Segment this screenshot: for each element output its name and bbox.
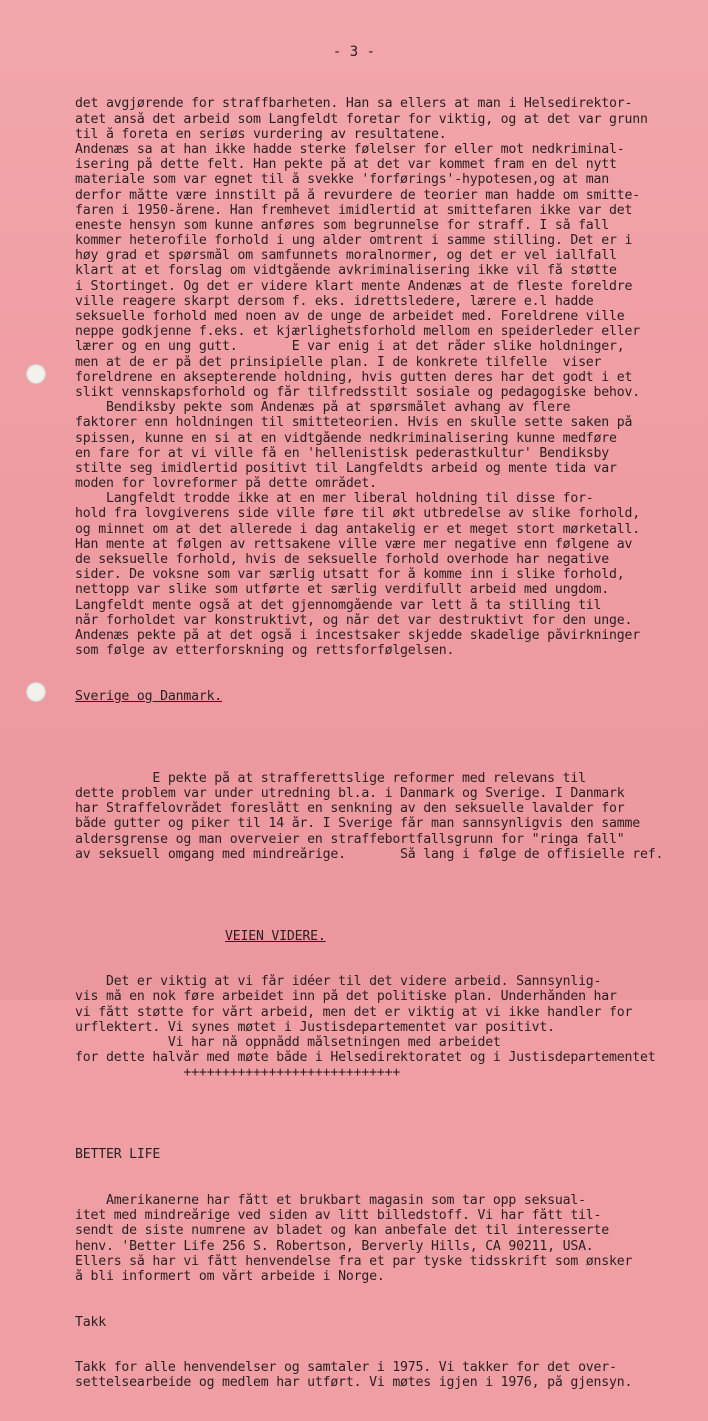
text-line: både gutter og piker til 14 år. I Sverige får man sannsynligvis den samme [75, 816, 640, 832]
text-line: som følge av etterforskning og rettsforfølgelsen. [75, 643, 455, 659]
heading-takk: Takk [75, 1314, 106, 1330]
body-text [75, 66, 705, 1421]
text-line: høy grad et spørsmål om samfunnets moralnormer, og det er vel iallfall [75, 248, 617, 264]
text-line: slikt vennskapsforhold og får tilfredsstilt sosiale og pedagogiske behov. [75, 384, 640, 400]
text-line: å bli informert om vårt arbeide i Norge. [75, 1268, 385, 1284]
text-line: Langfeldt trodde ikke at en mer liberal holdning til disse for- [75, 491, 594, 507]
text-line: til å foreta en seriøs vurdering av resultatene. [75, 126, 447, 142]
punch-hole-bottom [26, 682, 46, 702]
text-line: itet med mindreårige ved siden av litt billedstoff. Vi har fått til- [75, 1208, 602, 1224]
text-line: Ellers så har vi fått henvendelse fra et par tyske tidsskrift som ønsker [75, 1253, 633, 1269]
heading-better-life: BETTER LIFE [75, 1147, 161, 1163]
text-line: aldersgrense og man overveier en straffebortfallsgrunn for "ringa fall" [75, 831, 625, 847]
text-line: av seksuell omgang med mindreårige. Så lang i følge de offisielle ref. [75, 846, 664, 862]
sverige-paragraph [75, 771, 705, 862]
text-line: urflektert. Vi synes møtet i Justisdepartementet var positivt. [75, 1019, 555, 1035]
main-paragraphs [75, 96, 705, 658]
text-line: faren i 1950-årene. Han fremhevet imidlertid at smittefaren ikke var det [75, 202, 633, 218]
text-line: settelsearbeide og medlem har utført. Vi møtes igjen i 1976, på gjensyn. [75, 1375, 633, 1391]
punch-hole-top [26, 364, 46, 384]
heading-sverige-og-danmark: Sverige og Danmark. [75, 688, 223, 704]
text-line: atet anså det arbeid som Langfeldt foretar for viktig, og at det var grunn [75, 111, 648, 127]
text-line: de seksuelle forhold, hvis de seksuelle forhold overhode har negative [75, 552, 610, 568]
text-line: Andenæs sa at han ikke hadde sterke følelser for eller mot nedkriminal- [75, 141, 625, 157]
text-line: når forholdet var konstruktivt, og når det var destruktivt for den unge. [75, 612, 633, 628]
takk-paragraph [75, 1360, 705, 1390]
text-line: ville reagere skarpt dersom f. eks. idrettsledere, lærere e.l hadde [75, 293, 594, 309]
text-line: vis må en nok føre arbeidet inn på det politiske plan. Underhånden har [75, 989, 617, 1005]
text-line: har Straffelovrådet foreslått en senkning av den seksuelle lavalder for [75, 801, 625, 817]
text-line: sider. De voksne som var særlig utsatt for å komme inn i slike forhold, [75, 567, 625, 583]
text-line: isering på dette felt. Han pekte på at det var kommet fram en del nytt [75, 157, 617, 173]
heading-veien-videre: VEIEN VIDERE. [225, 928, 326, 944]
text-line: det avgjørende for straffbarheten. Han sa ellers at man i Helsedirektor- [75, 96, 633, 112]
text-line: vi fått støtte for vårt arbeid, men det er viktig at vi ikke handler for [75, 1004, 633, 1020]
text-line: Han mente at følgen av rettsakene ville være mer negative enn følgene av [75, 536, 633, 552]
text-line: hold fra lovgiverens side ville føre til økt utbredelse av slike forhold, [75, 506, 640, 522]
text-line: E pekte på at strafferettslige reformer med relevans til [75, 770, 586, 786]
text-line: Det er viktig at vi får idéer til det videre arbeid. Sannsynlig- [75, 974, 602, 990]
text-line: stilte seg imidlertid positivt til Langfeldts arbeid og mente tida var [75, 460, 617, 476]
text-line: nettopp var slike som utførte et særlig verdifullt arbeid med ungdom. [75, 582, 610, 598]
text-line: moden for lovreformer på dette området. [75, 476, 377, 492]
text-line: materiale som var egnet til å svekke 'forførings'-hypotesen,og at man [75, 172, 610, 188]
text-line: men at de er på det prinsipielle plan. I de konkrete tilfelle viser [75, 354, 602, 370]
text-line: derfor måtte være innstilt på å revurdere de teorier man hadde om smitte- [75, 187, 640, 203]
text-line: Langfeldt mente også at det gjennomgående var lett å ta stilling til [75, 597, 602, 613]
text-line: eneste hensyn som kunne anføres som begrunnelse for straff. I så fall [75, 217, 610, 233]
text-line: Amerikanerne har fått et brukbart magasin som tar opp seksual- [75, 1193, 586, 1208]
better-life-paragraph [75, 1193, 705, 1284]
text-line: seksuelle forhold med noen av de unge de arbeidet med. Foreldrene ville [75, 309, 625, 325]
text-line: dette problem var under utredning bl.a. i Danmark og Sverige. I Danmark [75, 785, 625, 801]
text-line: Takk for alle henvendelser og samtaler i 1975. Vi takker for det over- [75, 1360, 617, 1376]
text-line: en fare for at vi ville få en 'hellenistisk pederastkultur' Bendiksby [75, 445, 610, 461]
text-line: faktorer enn holdningen til smitteteorien. Hvis en skulle sette saken på [75, 415, 633, 431]
text-line: sendt de siste numrene av bladet og kan anbefale det til interesserte [75, 1223, 610, 1239]
text-line: ++++++++++++++++++++++++++++ [75, 1065, 401, 1081]
text-line: Bendiksby pekte som Andenæs på at spørsmålet avhang av flere [75, 400, 571, 416]
text-line: klart at et forslag om vidtgående avkriminalisering ikke vil få støtte [75, 263, 617, 279]
text-line: kommer heterofile forhold i ung alder omtrent i samme stilling. Det er i [75, 233, 633, 249]
text-line: spissen, kunne en si at en vidtgående nedkriminalisering kunne medføre [75, 430, 617, 446]
text-line: for dette halvår med møte både i Helsedirektoratet og i Justisdepartementet [75, 1050, 656, 1066]
text-line: Vi har nå oppnådd målsetningen med arbeidet [75, 1035, 501, 1051]
veien-paragraph [75, 974, 705, 1080]
text-line: og minnet om at det allerede i dag antakelig er et meget stort mørketall. [75, 521, 640, 537]
text-line: lærer og en ung gutt. E var enig i at det råder slike holdninger, [75, 339, 625, 355]
text-line: i Stortinget. Og det er videre klart mente Andenæs at de fleste foreldre [75, 278, 633, 294]
text-line: Andenæs pekte på at det også i incestsaker skjedde skadelige påvirkninger [75, 627, 640, 643]
text-line: neppe godkjenne f.eks. et kjærlighetsforhold mellom en speiderleder eller [75, 324, 640, 340]
page-number: - 3 - [332, 44, 376, 60]
text-line: henv. 'Better Life 256 S. Robertson, Berverly Hills, CA 90211, USA. [75, 1238, 594, 1254]
text-line: foreldrene en aksepterende holdning, hvis gutten deres har det godt i et [75, 369, 633, 385]
